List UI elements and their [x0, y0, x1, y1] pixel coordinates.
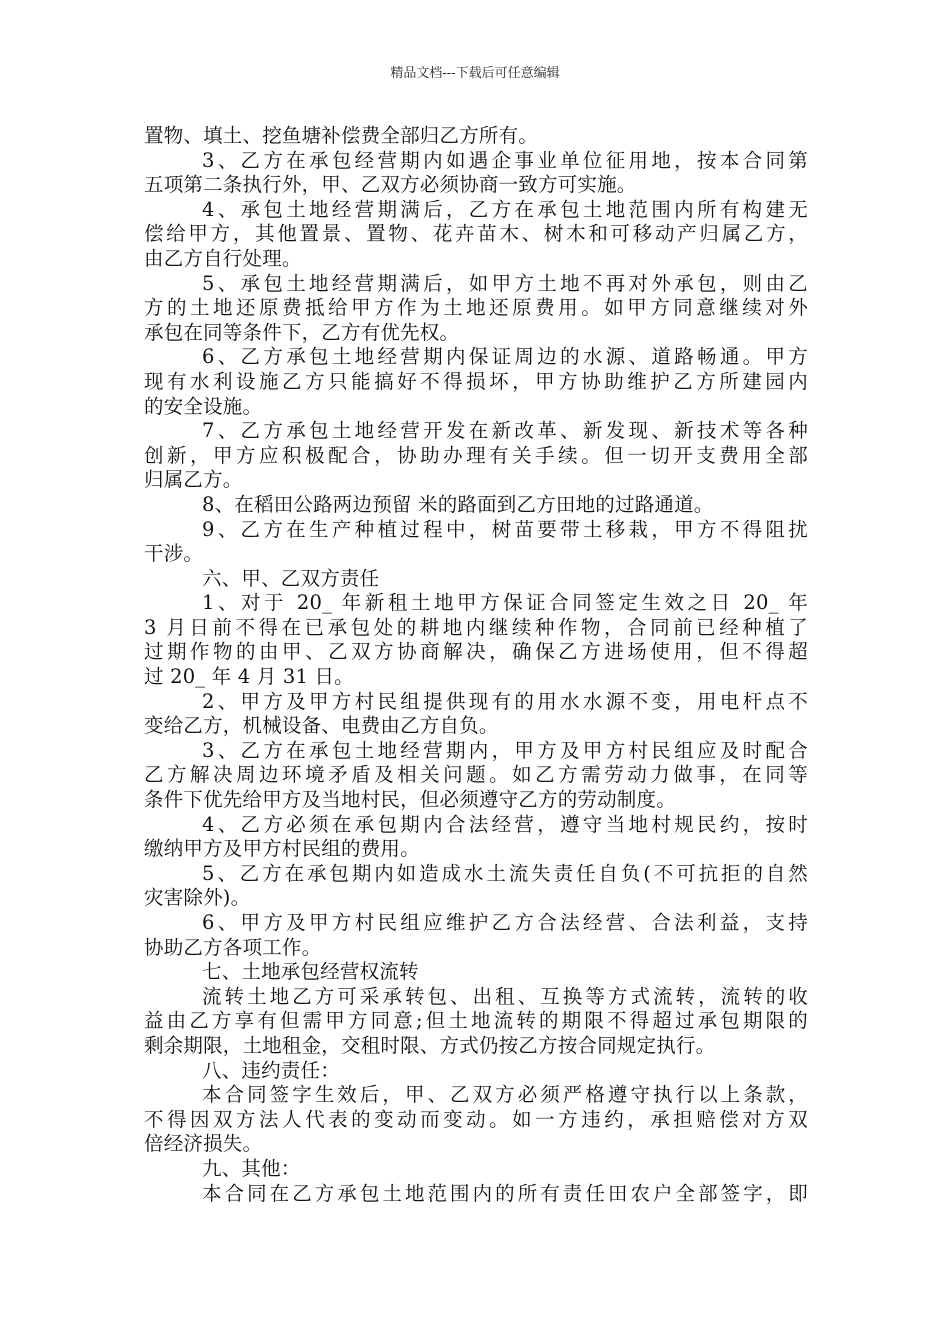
text-line: 2、甲方及甲方村民组提供现有的用水水源不变，用电杆点不: [202, 689, 808, 713]
text-line: 3、乙方在承包土地经营期内，甲方及甲方村民组应及时配合: [202, 738, 808, 762]
text-line: 干涉。: [144, 542, 204, 566]
text-line: 承包在同等条件下，乙方有优先权。: [144, 320, 460, 344]
text-line: 本合同在乙方承包土地范围内的所有责任田农户全部签字，即: [202, 1181, 808, 1205]
text-line: 八、违约责任：: [202, 1058, 340, 1082]
text-line: 方的土地还原费抵给甲方作为土地还原费用。如甲方同意继续对外: [144, 296, 808, 320]
text-line: 归属乙方。: [144, 468, 243, 492]
text-line: 6、乙方承包土地经营期内保证周边的水源、道路畅通。甲方: [202, 345, 808, 369]
text-line: 过 20_ 年 4 月 31 日。: [144, 665, 354, 689]
text-line: 6、甲方及甲方村民组应维护乙方合法经营、合法利益，支持: [202, 911, 808, 934]
text-line: 的安全设施。: [144, 394, 263, 418]
text-line: 1、对于 20_ 年新租土地甲方保证合同签定生效之日 20_ 年: [202, 591, 808, 615]
text-line: 益由乙方享有但需甲方同意;但土地流转的期限不得超过承包期限的: [144, 1009, 808, 1033]
text-line: 4、承包土地经营期满后，乙方在承包土地范围内所有构建无: [202, 197, 808, 221]
text-line: 5、承包土地经营期满后，如甲方土地不再对外承包，则由乙: [202, 271, 808, 295]
text-line: 3、乙方在承包经营期内如遇企事业单位征用地，按本合同第: [202, 148, 808, 172]
text-line: 剩余期限，土地租金，交租时限、方式仍按乙方按合同规定执行。: [144, 1033, 716, 1057]
text-line: 七、土地承包经营权流转: [202, 960, 419, 984]
text-line: 3 月日前不得在已承包处的耕地内继续种作物，合同前已经种植了: [144, 615, 808, 639]
text-line: 9、乙方在生产种植过程中，树苗要带土移栽，甲方不得阻扰: [202, 517, 808, 541]
text-line: 4、乙方必须在承包期内合法经营，遵守当地村规民约，按时: [202, 812, 808, 836]
text-line: 协助乙方各项工作。: [144, 935, 322, 959]
text-line: 由乙方自行处理。: [144, 246, 302, 270]
text-line: 五项第二条执行外，甲、乙双方必须协商一致方可实施。: [144, 173, 637, 197]
text-line: 乙方解决周边环境矛盾及相关问题。如乙方需劳动力做事，在同等: [144, 763, 808, 787]
text-line: 条件下优先给甲方及当地村民，但必须遵守乙方的劳动制度。: [144, 788, 676, 812]
text-line: 九、其他：: [202, 1156, 301, 1180]
text-line: 缴纳甲方及甲方村民组的费用。: [144, 837, 420, 861]
text-line: 偿给甲方，其他置景、置物、花卉苗木、树木和可移动产归属乙方，: [144, 222, 808, 246]
text-line: 流转土地乙方可采承转包、出租、互换等方式流转，流转的收: [202, 984, 808, 1008]
text-line: 本合同签字生效后，甲、乙双方必须严格遵守执行以上条款，: [202, 1083, 808, 1107]
text-line: 7、乙方承包土地经营开发在新改革、新发现、新技术等各种: [202, 419, 808, 443]
document-body: [144, 124, 808, 1206]
text-line: 倍经济损失。: [144, 1132, 263, 1156]
text-line: 8、在稻田公路两边预留 米的路面到乙方田地的过路通道。: [202, 492, 714, 516]
page-header: 精品文档---下载后可任意编辑: [390, 66, 560, 81]
text-line: 变给乙方，机械设备、电费由乙方自负。: [144, 714, 499, 738]
text-line: 置物、填土、挖鱼塘补偿费全部归乙方所有。: [144, 124, 539, 147]
text-line: 六、甲、乙双方责任: [202, 566, 380, 590]
text-line: 现有水利设施乙方只能搞好不得损坏，甲方协助维护乙方所建园内: [144, 369, 808, 393]
text-line: 5、乙方在承包期内如造成水土流失责任自负(不可抗拒的自然: [202, 861, 808, 885]
text-line: 过期作物的由甲、乙双方协商解决，确保乙方进场使用，但不得超: [144, 640, 808, 664]
text-line: 灾害除外)。: [144, 886, 251, 910]
text-line: 不得因双方法人代表的变动而变动。如一方违约，承担赔偿对方双: [144, 1107, 808, 1131]
text-line: 创新，甲方应积极配合，协助办理有关手续。但一切开支费用全部: [144, 443, 808, 467]
